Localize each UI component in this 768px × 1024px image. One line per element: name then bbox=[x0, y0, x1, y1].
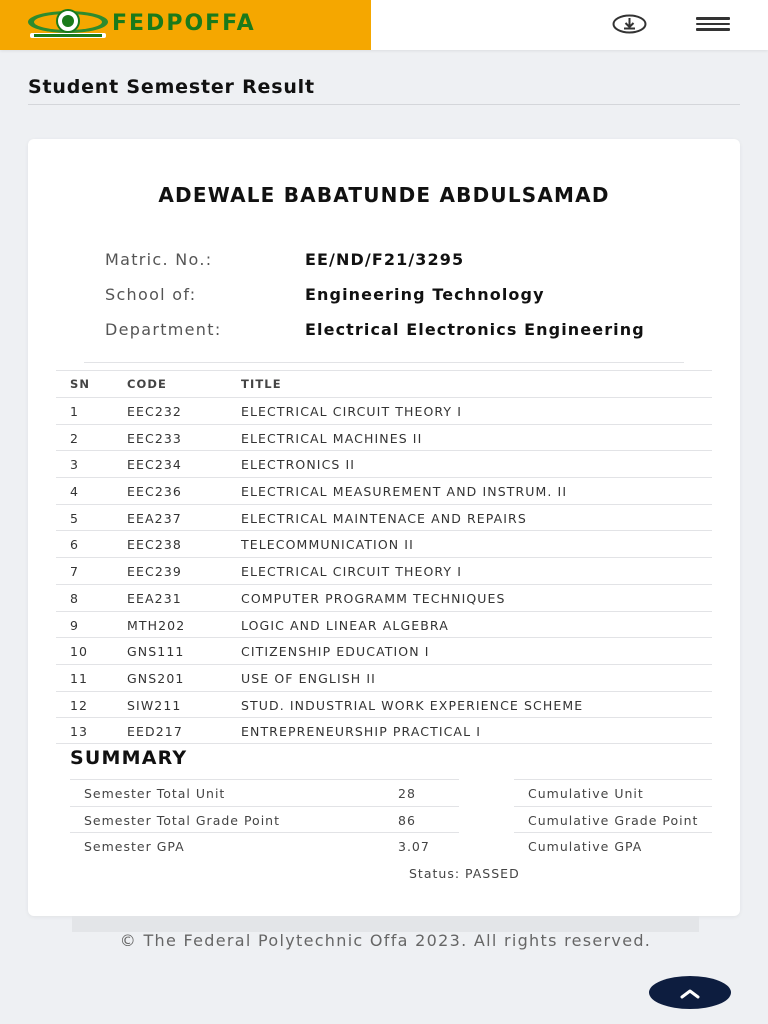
table-row bbox=[56, 477, 712, 504]
course-code: EEA231 bbox=[127, 590, 182, 606]
divider bbox=[28, 104, 740, 105]
summary-value: 3.07 bbox=[398, 839, 430, 854]
course-code: EEC239 bbox=[127, 564, 182, 580]
school-label: School of: bbox=[105, 285, 197, 304]
summary-label: Cumulative Unit bbox=[528, 786, 644, 801]
result-status: Status: PASSED bbox=[409, 866, 520, 881]
summary-row bbox=[70, 779, 459, 806]
course-title: USE OF ENGLISH II bbox=[241, 670, 376, 686]
school-value: Engineering Technology bbox=[305, 285, 545, 304]
institution-logo bbox=[26, 7, 110, 41]
header-code: CODE bbox=[127, 377, 168, 391]
summary-heading: SUMMARY bbox=[70, 747, 188, 769]
course-title: ELECTRICAL MEASUREMENT AND INSTRUM. II bbox=[241, 484, 568, 500]
course-title: STUD. INDUSTRIAL WORK EXPERIENCE SCHEME bbox=[241, 697, 584, 713]
brand-bar[interactable] bbox=[0, 0, 371, 50]
department-value: Electrical Electronics Engineering bbox=[305, 320, 645, 339]
footer-divider bbox=[72, 916, 699, 932]
summary-label: Semester Total Grade Point bbox=[84, 812, 280, 828]
header-sn: SN bbox=[70, 377, 91, 391]
table-row bbox=[56, 450, 712, 477]
course-code: EEC236 bbox=[127, 484, 182, 500]
course-title: LOGIC AND LINEAR ALGEBRA bbox=[241, 617, 449, 633]
table-row bbox=[56, 611, 712, 638]
course-sn: 1 bbox=[70, 404, 80, 419]
brand-name: FEDPOFFA bbox=[112, 11, 256, 36]
table-row bbox=[56, 504, 712, 531]
scroll-to-top-button[interactable] bbox=[649, 976, 731, 1009]
menu-bar-line bbox=[696, 17, 730, 20]
result-card bbox=[28, 139, 740, 916]
summary-row bbox=[514, 832, 712, 859]
course-title: ENTREPRENEURSHIP PRACTICAL I bbox=[241, 724, 482, 740]
chevron-up-icon bbox=[679, 987, 701, 999]
course-code: GNS111 bbox=[127, 644, 185, 660]
matric-value: EE/ND/F21/3295 bbox=[305, 250, 465, 269]
course-title: ELECTRICAL CIRCUIT THEORY I bbox=[241, 564, 463, 580]
table-row bbox=[56, 530, 712, 557]
summary-label: Semester Total Unit bbox=[84, 786, 226, 801]
table-row bbox=[56, 717, 712, 744]
course-sn: 13 bbox=[70, 724, 89, 740]
course-title: CITIZENSHIP EDUCATION I bbox=[241, 644, 430, 660]
course-sn: 10 bbox=[70, 644, 89, 660]
course-code: GNS201 bbox=[127, 670, 185, 686]
summary-label: Semester GPA bbox=[84, 839, 185, 854]
course-sn: 5 bbox=[70, 510, 80, 526]
courses-table bbox=[56, 370, 712, 744]
table-row bbox=[56, 584, 712, 611]
course-title: ELECTRICAL MAINTENACE AND REPAIRS bbox=[241, 510, 527, 526]
menu-bar-line bbox=[696, 28, 730, 31]
course-code: SIW211 bbox=[127, 697, 182, 713]
course-sn: 12 bbox=[70, 697, 89, 713]
matric-label: Matric. No.: bbox=[105, 250, 213, 269]
course-code: EED217 bbox=[127, 724, 183, 740]
table-row bbox=[56, 397, 712, 424]
summary-label: Cumulative Grade Point bbox=[528, 812, 699, 828]
course-sn: 8 bbox=[70, 590, 80, 606]
summary-row bbox=[70, 806, 459, 833]
download-button[interactable] bbox=[611, 13, 648, 35]
course-sn: 9 bbox=[70, 617, 80, 633]
course-code: MTH202 bbox=[127, 617, 186, 633]
hamburger-menu-button[interactable] bbox=[696, 14, 730, 34]
course-title: ELECTRONICS II bbox=[241, 457, 356, 473]
page-title: Student Semester Result bbox=[28, 76, 315, 98]
table-row bbox=[56, 664, 712, 691]
course-title: ELECTRICAL MACHINES II bbox=[241, 430, 423, 446]
menu-bar-line bbox=[696, 23, 730, 26]
summary-row bbox=[514, 779, 712, 806]
table-row bbox=[56, 637, 712, 664]
table-row bbox=[56, 557, 712, 584]
course-code: EEC233 bbox=[127, 430, 182, 446]
course-sn: 6 bbox=[70, 537, 80, 553]
course-code: EEA237 bbox=[127, 510, 182, 526]
course-sn: 2 bbox=[70, 430, 80, 446]
course-sn: 3 bbox=[70, 457, 80, 473]
department-label: Department: bbox=[105, 320, 222, 339]
summary-row bbox=[514, 806, 712, 833]
course-code: EEC238 bbox=[127, 537, 182, 553]
summary-row bbox=[70, 832, 459, 859]
top-navbar bbox=[0, 0, 768, 50]
student-name: ADEWALE BABATUNDE ABDULSAMAD bbox=[158, 183, 610, 207]
course-sn: 4 bbox=[70, 484, 80, 500]
header-title: TITLE bbox=[241, 377, 282, 391]
course-title: ELECTRICAL CIRCUIT THEORY I bbox=[241, 404, 463, 419]
table-row bbox=[56, 691, 712, 718]
summary-label: Cumulative GPA bbox=[528, 839, 643, 854]
footer-copyright: © The Federal Polytechnic Offa 2023. All rights reserved. bbox=[119, 931, 652, 950]
divider bbox=[84, 362, 684, 363]
download-circle-icon bbox=[611, 13, 648, 35]
cumulative-summary-table bbox=[514, 779, 712, 859]
course-code: EEC232 bbox=[127, 404, 182, 419]
course-sn: 11 bbox=[70, 670, 89, 686]
summary-value: 86 bbox=[398, 812, 416, 828]
table-header-row bbox=[56, 370, 712, 397]
table-row bbox=[56, 424, 712, 451]
course-sn: 7 bbox=[70, 564, 80, 580]
semester-summary-table bbox=[70, 779, 459, 859]
course-title: TELECOMMUNICATION II bbox=[241, 537, 414, 553]
course-code: EEC234 bbox=[127, 457, 182, 473]
course-title: COMPUTER PROGRAMM TECHNIQUES bbox=[241, 590, 506, 606]
summary-value: 28 bbox=[398, 786, 416, 801]
